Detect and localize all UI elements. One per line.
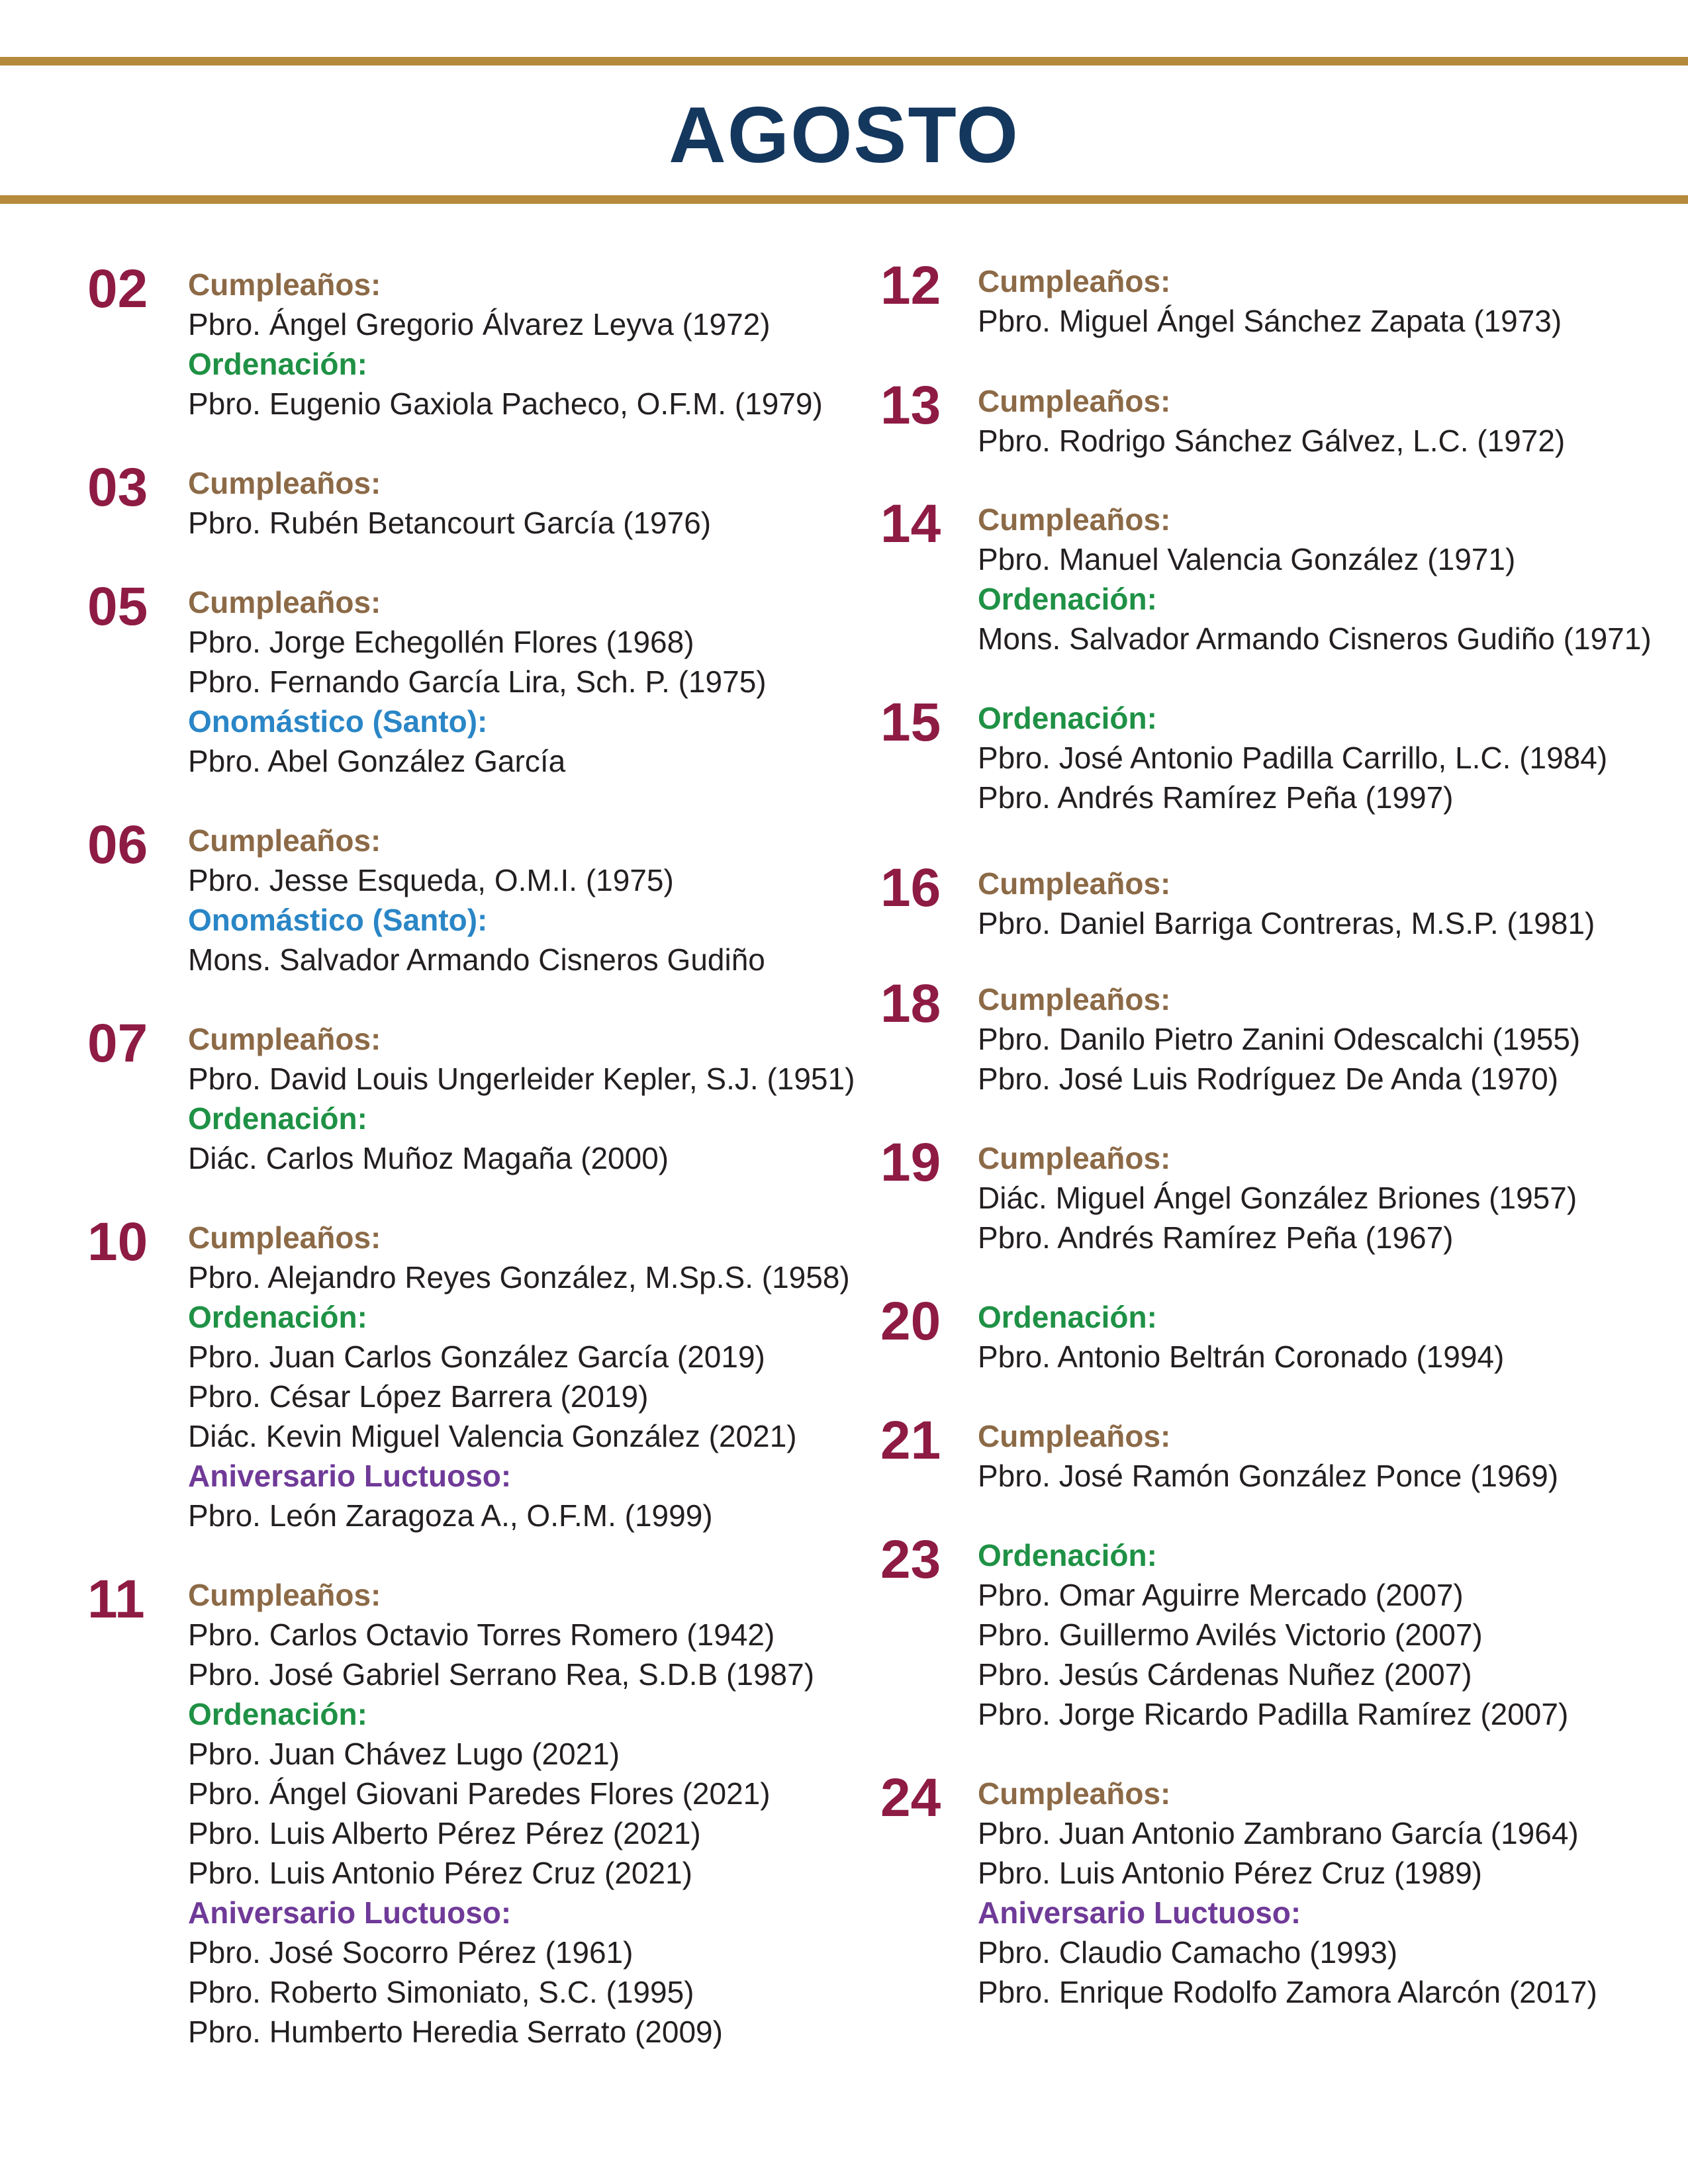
category-label-cumple: Cumpleaños: (978, 264, 1171, 298)
day-details (978, 1535, 1568, 1734)
person-name: Mons. Salvador Armando Cisneros Gudiño (188, 942, 765, 977)
person-name: Pbro. Alejandro Reyes González, M.Sp.S. (1958) (188, 1260, 850, 1295)
person-name: Pbro. Antonio Beltrán Coronado (1994) (978, 1340, 1505, 1374)
person-name: Pbro. Ángel Giovani Paredes Flores (2021) (188, 1776, 771, 1811)
day-number: 14 (880, 494, 941, 554)
day-number: 16 (880, 858, 941, 918)
day-number: 21 (880, 1410, 941, 1471)
bottom-rule (0, 195, 1688, 204)
day-details (978, 261, 1562, 341)
day-details (978, 864, 1595, 943)
category-label-orden: Ordenación: (978, 1538, 1157, 1572)
day-details (188, 821, 765, 979)
person-name: Pbro. Fernando García Lira, Sch. P. (1975) (188, 664, 767, 699)
person-name: Pbro. Jorge Ricardo Padilla Ramírez (2007) (978, 1697, 1569, 1731)
person-name: Pbro. Humberto Heredia Serrato (2009) (188, 2015, 723, 2049)
category-label-cumple: Cumpleaños: (978, 502, 1171, 537)
day-number: 20 (880, 1291, 941, 1351)
person-name: Pbro. Andrés Ramírez Peña (1967) (978, 1220, 1454, 1255)
category-label-onomastico: Onomástico (Santo): (188, 704, 488, 739)
day-details (188, 1575, 814, 2052)
category-label-cumple: Cumpleaños: (978, 1776, 1171, 1811)
category-label-cumple: Cumpleaños: (188, 1022, 381, 1056)
day-details (188, 463, 711, 543)
person-name: Pbro. Andrés Ramírez Peña (1997) (978, 780, 1454, 815)
person-name: Pbro. Jesús Cárdenas Nuñez (2007) (978, 1657, 1472, 1692)
day-details (978, 1297, 1504, 1377)
person-name: Pbro. Luis Antonio Pérez Cruz (1989) (978, 1856, 1482, 1890)
category-label-cumple: Cumpleaños: (188, 585, 381, 619)
category-label-cumple: Cumpleaños: (188, 1578, 381, 1612)
category-label-orden: Ordenación: (188, 1300, 367, 1334)
person-name: Pbro. Ángel Gregorio Álvarez Leyva (1972) (188, 307, 771, 341)
category-label-cumple: Cumpleaños: (188, 466, 381, 500)
person-name: Pbro. César López Barrera (2019) (188, 1379, 649, 1414)
category-label-onomastico: Onomástico (Santo): (188, 903, 488, 937)
person-name: Pbro. León Zaragoza A., O.F.M. (1999) (188, 1498, 713, 1533)
person-name: Pbro. Carlos Octavio Torres Romero (1942) (188, 1617, 775, 1652)
day-number: 11 (87, 1569, 145, 1629)
category-label-luctuoso: Aniversario Luctuoso: (978, 1895, 1301, 1930)
person-name: Pbro. Jorge Echegollén Flores (1968) (188, 625, 694, 659)
category-label-luctuoso: Aniversario Luctuoso: (188, 1459, 512, 1493)
person-name: Pbro. José Antonio Padilla Carrillo, L.C. (1984) (978, 741, 1608, 775)
day-number: 15 (880, 692, 941, 752)
top-rule (0, 57, 1688, 66)
person-name: Pbro. Jesse Esqueda, O.M.I. (1975) (188, 863, 674, 897)
day-details (978, 500, 1652, 659)
person-name: Pbro. Juan Chávez Lugo (2021) (188, 1737, 620, 1771)
day-number: 13 (880, 375, 941, 435)
day-number: 07 (87, 1013, 148, 1073)
person-name: Pbro. Rubén Betancourt García (1976) (188, 506, 712, 540)
person-name: Pbro. Guillermo Avilés Victorio (2007) (978, 1617, 1483, 1652)
day-number: 23 (880, 1529, 941, 1590)
person-name: Pbro. Eugenio Gaxiola Pacheco, O.F.M. (1979) (188, 387, 823, 421)
person-name: Pbro. Manuel Valencia González (1971) (978, 542, 1516, 576)
person-name: Pbro. José Gabriel Serrano Rea, S.D.B (1987) (188, 1657, 815, 1692)
day-details (188, 1019, 855, 1178)
category-label-cumple: Cumpleaños: (188, 1220, 381, 1255)
person-name: Pbro. José Luis Rodríguez De Anda (1970) (978, 1062, 1559, 1096)
day-number: 19 (880, 1132, 941, 1193)
person-name: Pbro. Omar Aguirre Mercado (2007) (978, 1578, 1464, 1612)
day-number: 18 (880, 974, 941, 1034)
person-name: Pbro. Abel González García (188, 744, 566, 778)
person-name: Pbro. Enrique Rodolfo Zamora Alarcón (2017) (978, 1975, 1597, 2009)
person-name: Pbro. Luis Antonio Pérez Cruz (2021) (188, 1856, 692, 1890)
day-details (188, 1218, 850, 1535)
day-details (978, 1774, 1597, 2012)
category-label-orden: Ordenación: (188, 347, 367, 381)
day-details (978, 979, 1580, 1099)
category-label-orden: Ordenación: (978, 701, 1157, 735)
day-details (978, 1138, 1577, 1257)
category-label-orden: Ordenación: (978, 582, 1157, 616)
day-details (978, 1416, 1558, 1496)
category-label-cumple: Cumpleaños: (978, 982, 1171, 1017)
category-label-orden: Ordenación: (188, 1697, 367, 1731)
category-label-orden: Ordenación: (978, 1300, 1157, 1334)
day-details (188, 582, 767, 781)
person-name: Pbro. Daniel Barriga Contreras, M.S.P. (1981) (978, 906, 1595, 940)
category-label-cumple: Cumpleaños: (978, 866, 1171, 901)
person-name: Pbro. José Socorro Pérez (1961) (188, 1935, 633, 1970)
person-name: Pbro. Rodrigo Sánchez Gálvez, L.C. (1972) (978, 424, 1566, 458)
category-label-cumple: Cumpleaños: (978, 1419, 1171, 1453)
person-name: Pbro. Juan Carlos González García (2019) (188, 1340, 765, 1374)
person-name: Pbro. David Louis Ungerleider Kepler, S.J. (1951) (188, 1062, 855, 1096)
category-label-cumple: Cumpleaños: (188, 267, 381, 302)
day-number: 10 (87, 1212, 148, 1272)
person-name: Pbro. Miguel Ángel Sánchez Zapata (1973) (978, 304, 1562, 338)
day-details (978, 381, 1565, 461)
person-name: Pbro. Danilo Pietro Zanini Odescalchi (1955) (978, 1022, 1581, 1056)
person-name: Diác. Carlos Muñoz Magaña (2000) (188, 1141, 669, 1175)
person-name: Pbro. Claudio Camacho (1993) (978, 1935, 1398, 1970)
person-name: Pbro. José Ramón González Ponce (1969) (978, 1459, 1559, 1493)
person-name: Pbro. Roberto Simoniato, S.C. (1995) (188, 1975, 694, 2009)
person-name: Mons. Salvador Armando Cisneros Gudiño (1971) (978, 621, 1652, 656)
page-title: AGOSTO (669, 91, 1019, 179)
day-details (188, 265, 823, 424)
person-name: Pbro. Luis Alberto Pérez Pérez (2021) (188, 1816, 701, 1850)
person-name: Pbro. Juan Antonio Zambrano García (1964) (978, 1816, 1579, 1850)
category-label-cumple: Cumpleaños: (978, 384, 1171, 418)
day-number: 03 (87, 457, 148, 518)
category-label-cumple: Cumpleaños: (978, 1141, 1171, 1175)
day-number: 24 (880, 1768, 941, 1828)
day-number: 06 (87, 815, 148, 875)
day-number: 02 (87, 259, 148, 319)
category-label-luctuoso: Aniversario Luctuoso: (188, 1895, 512, 1930)
category-label-orden: Ordenación: (188, 1101, 367, 1136)
day-details (978, 698, 1607, 817)
day-number: 05 (87, 576, 148, 637)
day-number: 12 (880, 255, 941, 316)
category-label-cumple: Cumpleaños: (188, 823, 381, 858)
person-name: Diác. Kevin Miguel Valencia González (2021) (188, 1419, 797, 1453)
person-name: Diác. Miguel Ángel González Briones (1957) (978, 1181, 1577, 1215)
